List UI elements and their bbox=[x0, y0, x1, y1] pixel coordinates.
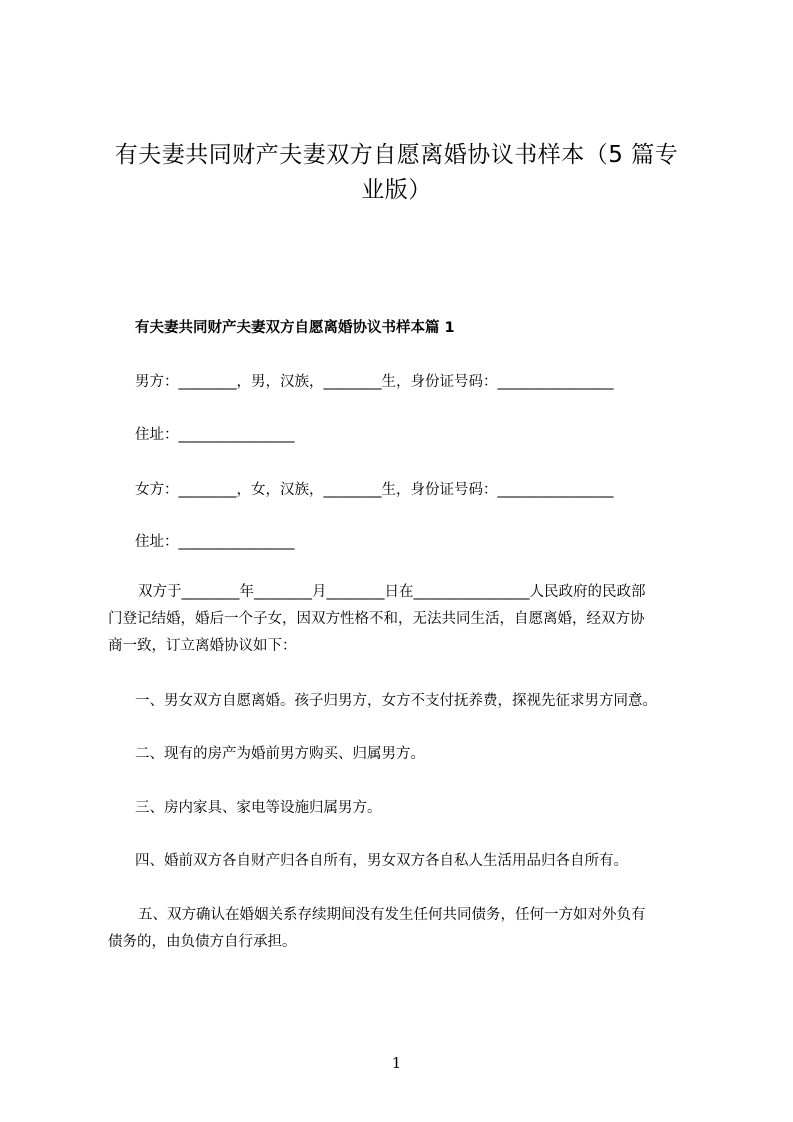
intro-line-1: 双方于________年________月________日在________________人民政府的民政部 bbox=[138, 584, 646, 600]
section-heading: 有夫妻共同财产夫妻双方自愿离婚协议书样本篇 1 bbox=[135, 320, 455, 336]
clause-1: 一、男女双方自愿离婚。孩子归男方，女方不支付抚养费，探视先征求男方同意。 bbox=[135, 693, 657, 709]
intro-line-3: 商一致，订立离婚协议如下： bbox=[108, 638, 297, 654]
title-line-1: 有夫妻共同财产夫妻双方自愿离婚协议书样本（5 篇专 bbox=[114, 142, 679, 168]
female-address-line: 住址：________________ bbox=[135, 534, 295, 550]
document-title bbox=[100, 138, 693, 208]
clause-3: 三、房内家具、家电等设施归属男方。 bbox=[135, 800, 382, 816]
intro-paragraph bbox=[108, 579, 646, 660]
male-info-line: 男方：________，男，汉族，________生，身份证号码：________________ bbox=[135, 374, 614, 390]
male-address-line: 住址：________________ bbox=[135, 427, 295, 443]
title-line-2: 业版） bbox=[361, 177, 432, 203]
clause-5 bbox=[108, 902, 646, 956]
clause-5-line-1: 五、双方确认在婚姻关系存续期间没有发生任何共同债务，任何一方如对外负有 bbox=[138, 907, 646, 923]
clause-5-line-2: 债务的，由负债方自行承担。 bbox=[108, 934, 297, 950]
clause-2: 二、现有的房产为婚前男方购买、归属男方。 bbox=[135, 746, 425, 762]
page-number: 1 bbox=[391, 1054, 402, 1072]
female-info-line: 女方：________，女，汉族，________生，身份证号码：________________ bbox=[135, 482, 614, 498]
clause-4: 四、婚前双方各自财产归各自所有，男女双方各自私人生活用品归各自所有。 bbox=[135, 853, 628, 869]
intro-line-2: 门登记结婚，婚后一个子女，因双方性格不和，无法共同生活，自愿离婚，经双方协 bbox=[108, 611, 645, 627]
